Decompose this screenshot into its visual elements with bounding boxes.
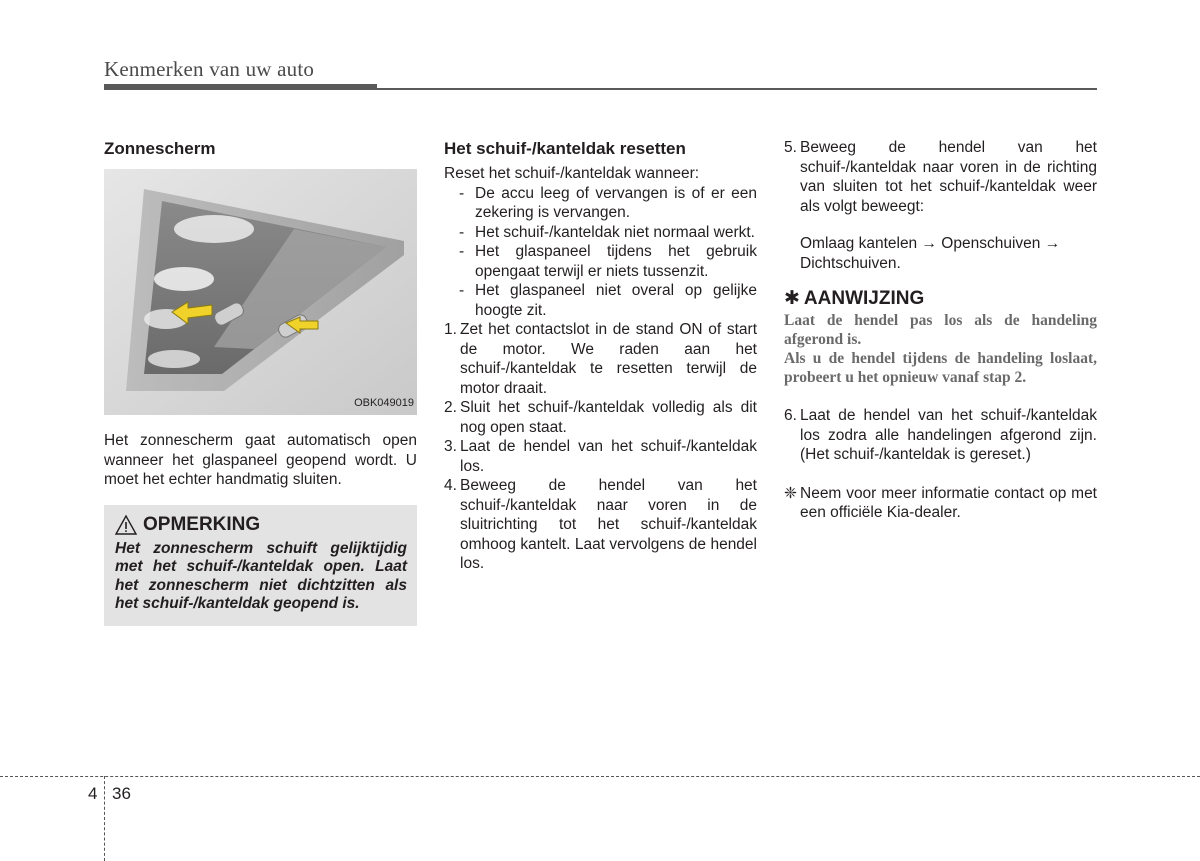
step-item: 5. Beweeg de hendel van het schuif-/kanteldak naar voren in de richting van sluiten tot het schuif-/kanteldak weer als volgt beweegt: [784,139,1097,215]
column-left [104,138,417,626]
section-heading-sunshade: Zonnescherm [104,139,216,158]
tip-text-1: Laat de hendel pas los als de handeling afgerond is. [784,312,1097,348]
tip-header [784,287,1097,311]
tip-title: AANWIJZING [803,288,925,309]
chapter-number: 4 [88,784,98,803]
note-title: OPMERKING [143,513,261,535]
step-item: 1. Zet het contactslot in de stand ON of start de motor. We raden aan het schuif-/kanteldak te resetten terwijl de motor draait. [444,321,757,397]
warning-triangle-icon [115,515,137,535]
header-rule-thin [377,88,1097,90]
movement-sequence: Omlaag kantelen → Openschuiven → Dichtschuiven. [800,235,1061,272]
column-right [784,138,1097,523]
list-item: - Het glaspaneel niet overal op gelijke hoogte zit. [459,282,757,319]
section-heading-reset: Het schuif-/kanteldak resetten [444,139,686,158]
reset-intro: Reset het schuif-/kanteldak wanneer: [444,165,700,182]
sunroof-drawing [104,169,417,415]
list-item: - Het schuif-/kanteldak niet normaal werkt. [459,223,755,241]
footnote-symbol-icon: ❈ [784,484,797,502]
footnote: ❈ Neem voor meer informatie contact op met een officiële Kia-dealer. [784,484,1097,521]
note-header [115,513,407,537]
sunshade-paragraph: Het zonnescherm gaat automatisch open wanneer het glaspaneel geopend wordt. U moet het echter handmatig sluiten. [104,432,417,488]
page-number: 36 [112,784,131,803]
step-item: 6. Laat de hendel van het schuif-/kanteldak los zodra alle handelingen afgerond zijn. (Het schuif-/kanteldak is gereset.) [784,407,1097,463]
tip-text-2: Als u de hendel tijdens de handeling loslaat, probeert u het opnieuw vanaf stap 2. [784,350,1097,386]
asterisk-icon: ✱ [784,288,800,309]
column-middle [444,138,757,574]
list-item: - De accu leeg of vervangen is of er een zekering is vervangen. [459,184,757,221]
note-box [104,505,417,626]
step-item: 2. Sluit het schuif-/kanteldak volledig als dit nog open staat. [444,399,757,436]
footer-rule [0,776,1200,777]
step-item: 3. Laat de hendel van het schuif-/kanteldak los. [444,438,757,475]
footer-divider [104,776,105,861]
figure-code: OBK049019 [354,396,414,409]
step-item: 4. Beweeg de hendel van het schuif-/kanteldak naar voren in de sluitrichting tot het schuif-/kanteldak omhoog kantelt. Laat vervolgens de hendel los. [444,477,757,572]
sunroof-illustration [104,169,417,415]
note-text: Het zonnescherm schuift gelijktijdig met het schuif-/kanteldak open. Laat het zonnescherm niet dichtzitten als het schuif-/kanteldak geopend is. [115,539,407,612]
header-rule-thick [104,84,377,90]
list-item: - Het glaspaneel tijdens het gebruik opengaat terwijl er niets tussenzit. [459,243,757,280]
page-header-title: Kenmerken van uw auto [104,57,315,81]
